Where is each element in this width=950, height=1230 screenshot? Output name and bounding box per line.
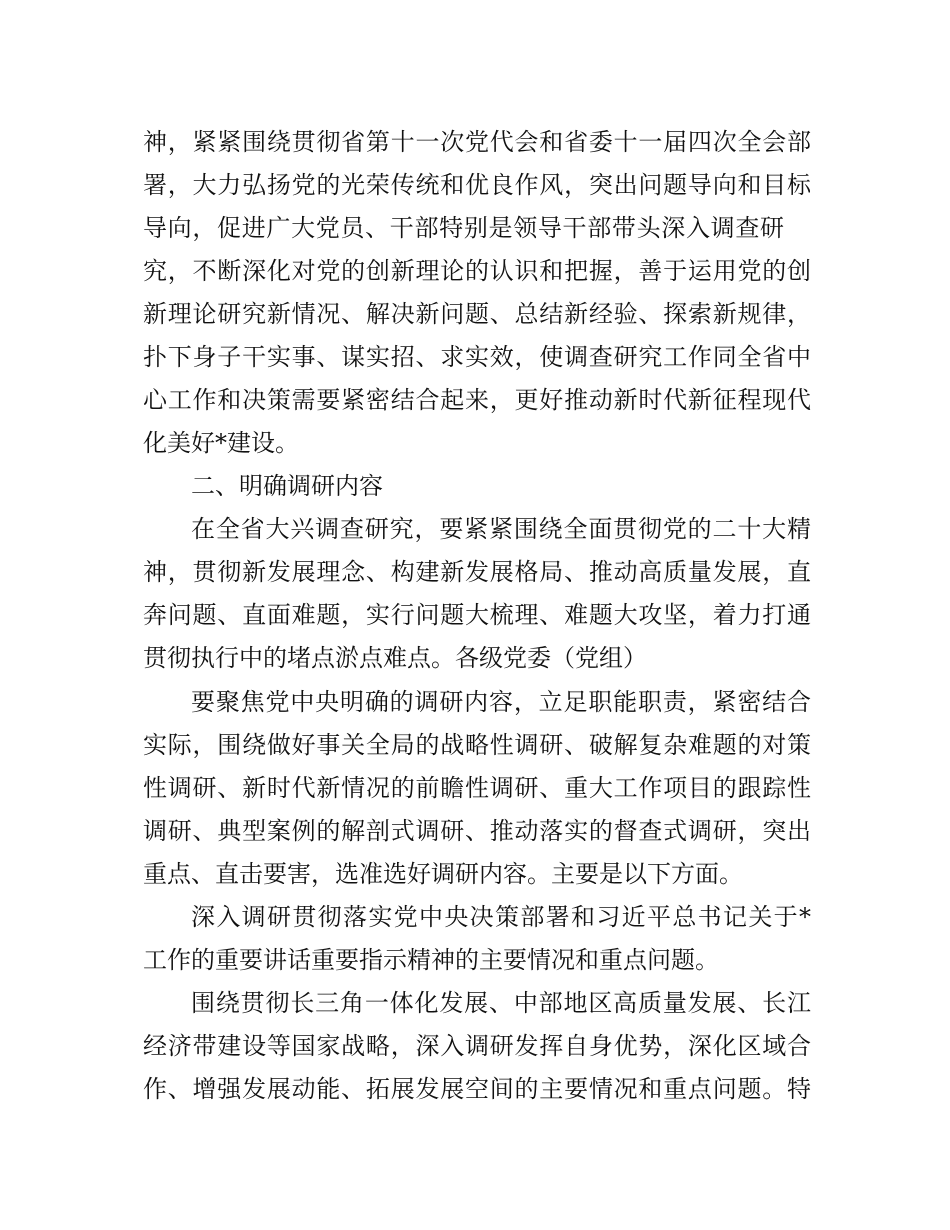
- text-line-19: 深入调研贯彻落实党中央决策部署和习近平总书记关于*: [191, 903, 811, 931]
- text-line-3: 导向，促进广大党员、干部特别是领导干部带头深入调查研: [143, 214, 784, 242]
- text-line-18: 重点、直击要害，选准选好调研内容。主要是以下方面。: [143, 860, 743, 888]
- text-line-5: 新理论研究新情况、解决新问题、总结新经验、探索新规律，: [143, 300, 811, 328]
- text-line-1: 神，紧紧围绕贯彻省第十一次党代会和省委十一届四次全会部: [143, 128, 811, 156]
- text-line-13: 贯彻执行中的堵点淤点难点。各级党委（党组）: [143, 644, 647, 672]
- text-line-4: 究，不断深化对党的创新理论的认识和把握，善于运用党的创: [143, 257, 811, 285]
- text-line-2: 署，大力弘扬党的光荣传统和优良作风，突出问题导向和目标: [143, 171, 811, 199]
- text-line-15: 实际，围绕做好事关全局的战略性调研、破解复杂难题的对策: [143, 731, 811, 759]
- text-line-12: 奔问题、直面难题，实行问题大梳理、难题大攻坚，着力打通: [143, 601, 811, 629]
- text-line-6: 扑下身子干实事、谋实招、求实效，使调查研究工作同全省中: [143, 343, 811, 371]
- text-line-11: 神，贯彻新发展理念、构建新发展格局、推动高质量发展，直: [143, 558, 811, 586]
- text-line-20: 工作的重要讲话重要指示精神的主要情况和重点问题。: [143, 946, 719, 974]
- text-line-10: 在全省大兴调查研究，要紧紧围绕全面贯彻党的二十大精: [191, 515, 811, 543]
- text-line-7: 心工作和决策需要紧密结合起来，更好推动新时代新征程现代: [143, 386, 811, 414]
- text-line-16: 性调研、新时代新情况的前瞻性调研、重大工作项目的跟踪性: [143, 774, 811, 802]
- text-line-8: 化美好*建设。: [143, 429, 299, 457]
- text-line-17: 调研、典型案例的解剖式调研、推动落实的督查式调研，突出: [143, 817, 811, 845]
- text-line-21: 围绕贯彻长三角一体化发展、中部地区高质量发展、长江: [191, 989, 811, 1017]
- text-line-23: 作、增强发展动能、拓展发展空间的主要情况和重点问题。特: [143, 1075, 811, 1103]
- section-heading: 二、明确调研内容: [191, 472, 383, 500]
- text-line-22: 经济带建设等国家战略，深入调研发挥自身优势，深化区域合: [143, 1032, 811, 1060]
- text-line-14: 要聚焦党中央明确的调研内容，立足职能职责，紧密结合: [191, 688, 811, 716]
